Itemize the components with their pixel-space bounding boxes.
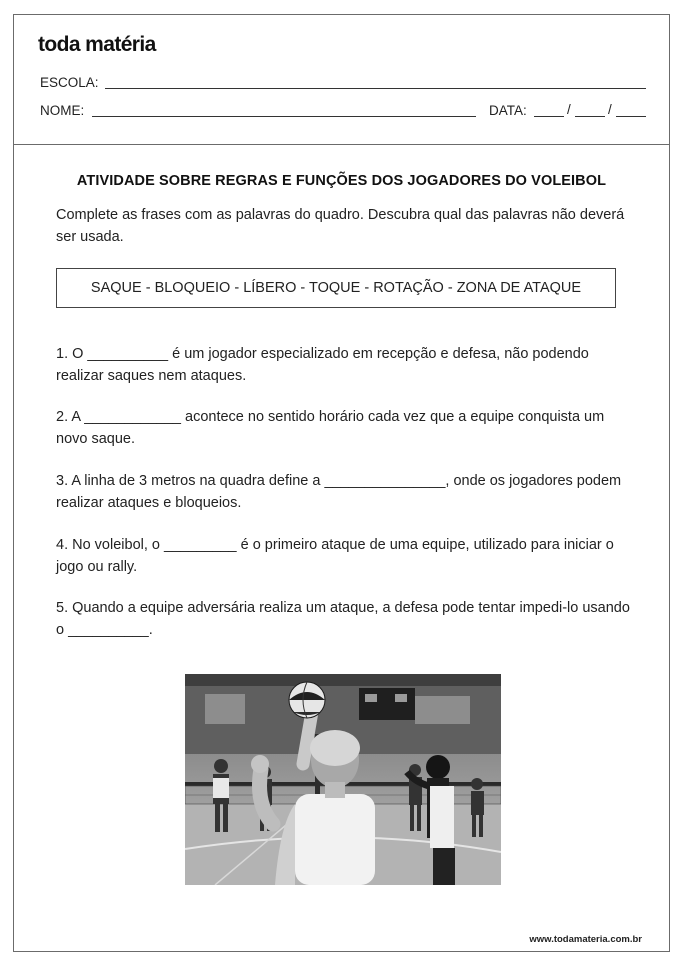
logo: toda matéria bbox=[38, 33, 156, 56]
date-month-line[interactable] bbox=[575, 116, 605, 117]
instructions: Complete as frases com as palavras do quadro. Descubra qual das palavras não deverá ser usada. bbox=[56, 207, 625, 245]
question-4: 4. No voleibol, o _________ é o primeiro ataque de uma equipe, utilizado para iniciar o jogo ou rally. bbox=[56, 537, 614, 575]
word-bank-text: SAQUE - BLOQUEIO - LÍBERO - TOQUE - ROTAÇÃO - ZONA DE ATAQUE bbox=[90, 280, 582, 296]
nome-label: NOME: bbox=[40, 103, 85, 118]
volleyball-photo-illustration bbox=[185, 674, 501, 885]
nome-line[interactable] bbox=[92, 116, 476, 117]
word-bank-box bbox=[56, 268, 616, 308]
question-3: 3. A linha de 3 metros na quadra define a _______________, onde os jogadores podem realizar ataques e bloqueios. bbox=[56, 473, 622, 511]
escola-line[interactable] bbox=[105, 88, 646, 89]
activity-title: ATIVIDADE SOBRE REGRAS E FUNÇÕES DOS JOGADORES DO VOLEIBOL bbox=[76, 173, 607, 189]
question-5: 5. Quando a equipe adversária realiza um ataque, a defesa pode tentar impedi-lo usando o __________. bbox=[56, 600, 630, 638]
escola-label: ESCOLA: bbox=[40, 75, 99, 90]
date-year-line[interactable] bbox=[616, 116, 646, 117]
volleyball-photo bbox=[185, 674, 501, 885]
data-label: DATA: bbox=[489, 103, 527, 118]
date-day-line[interactable] bbox=[534, 116, 564, 117]
worksheet-page bbox=[13, 14, 670, 952]
date-separator-2: / bbox=[608, 102, 612, 117]
question-2: 2. A ____________ acontece no sentido horário cada vez que a equipe conquista um novo saque. bbox=[56, 409, 605, 447]
date-separator-1: / bbox=[567, 102, 571, 117]
worksheet-header bbox=[14, 15, 669, 145]
question-1: 1. O __________ é um jogador especializado em recepção e defesa, não podendo realizar saques nem ataques. bbox=[56, 346, 589, 384]
footer-url: www.todamateria.com.br bbox=[529, 934, 642, 945]
